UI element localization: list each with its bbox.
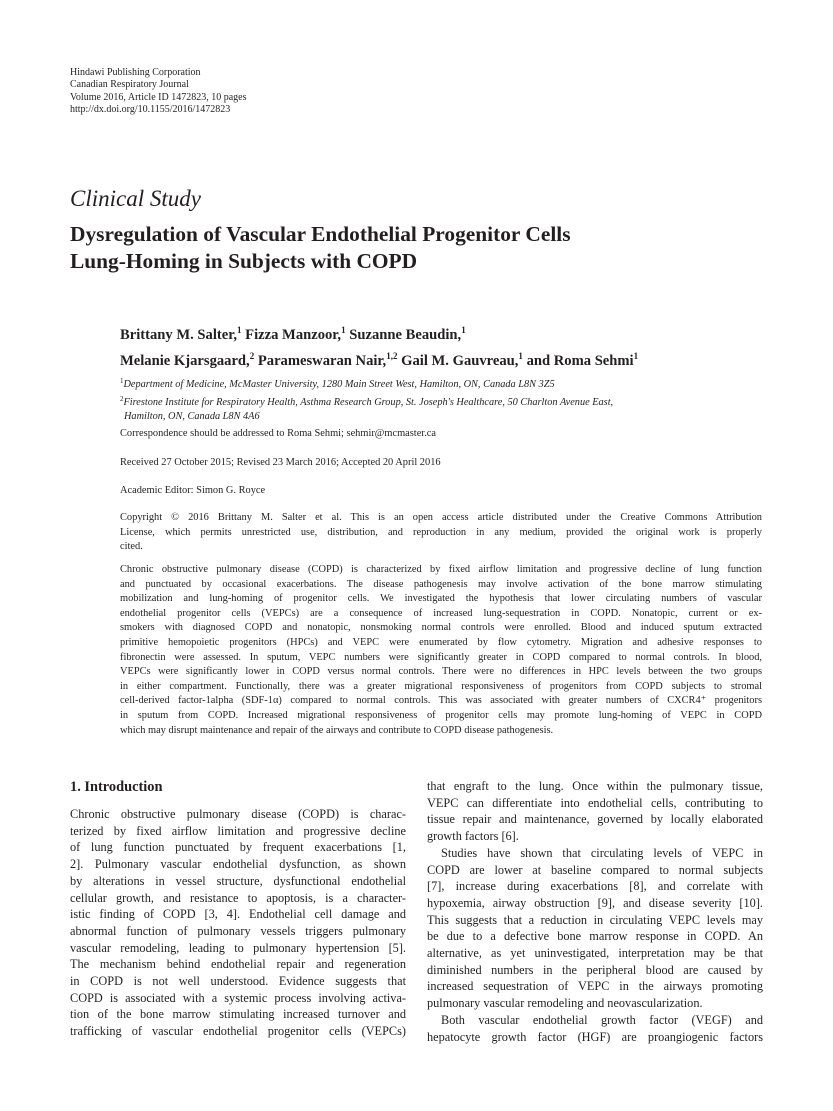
body-column-left bbox=[70, 806, 406, 1040]
body-line: hepatocyte growth factor (HGF) are proangiogenic factors bbox=[427, 1029, 763, 1044]
received-dates: Received 27 October 2015; Revised 23 March 2016; Accepted 20 April 2016 bbox=[120, 457, 441, 468]
body-line: vascular remodeling, leading to pulmonary hypertension [5]. bbox=[70, 940, 406, 955]
body-line: diminished numbers in the peripheral blood are caused by bbox=[427, 962, 763, 977]
academic-editor: Academic Editor: Simon G. Royce bbox=[120, 485, 266, 496]
body-line: Both vascular endothelial growth factor (VEGF) and bbox=[441, 1012, 763, 1027]
body-line: of lung function punctuated by frequent exacerbations [1, bbox=[70, 840, 406, 855]
body-line: that engraft to the lung. Once within the pulmonary tissue, bbox=[427, 779, 763, 793]
body-column-right bbox=[427, 778, 763, 1045]
body-line: be due to a defective bone marrow response in COPD. An bbox=[427, 929, 763, 944]
copyright-line: License, which permits unrestricted use, distribution, and reproduction in any medium, provided the original work is properly bbox=[120, 526, 762, 538]
body-line: tissue repair and maintenance, governed by locally elaborated bbox=[427, 812, 763, 827]
abstract-line: primitive hemopoietic progenitors (HPCs) and VEPC were enumerated by flow cytometry. Migration and adhesive responses to bbox=[120, 636, 762, 648]
author-name: Melanie Kjarsgaard, bbox=[120, 353, 250, 369]
affiliations bbox=[120, 374, 613, 425]
volume-info: Volume 2016, Article ID 1472823, 10 pages bbox=[70, 91, 247, 103]
author-line bbox=[120, 320, 638, 346]
section-heading: 1. Introduction bbox=[70, 779, 163, 795]
body-line: This suggests that a reduction in circulating VEPC levels may bbox=[427, 912, 763, 927]
journal-name: Canadian Respiratory Journal bbox=[70, 79, 189, 91]
author-list bbox=[120, 320, 638, 372]
body-line: growth factors [6]. bbox=[427, 829, 519, 844]
body-line: COPD are lower at baseline compared to normal subjects bbox=[427, 862, 763, 877]
author-name: and Roma Sehmi bbox=[526, 353, 634, 369]
author-affiliation-mark: 1 bbox=[237, 325, 242, 335]
author-affiliation-mark: 1 bbox=[518, 351, 523, 361]
abstract-line: smokers with diagnosed COPD and nonatopic, nonsmoking normal controls were enrolled. Blood and induced sputum extracted bbox=[120, 622, 762, 634]
author-name: Suzanne Beaudin, bbox=[349, 327, 462, 343]
abstract-line: VEPCs were significantly lower in COPD versus normal controls. There were no differences in HPC levels between the two groups bbox=[120, 666, 762, 678]
copyright-line: Copyright © 2016 Brittany M. Salter et al. This is an open access article distributed under the Creative Commons Attribution bbox=[120, 512, 762, 523]
author-affiliation-mark: 1 bbox=[461, 325, 466, 335]
body-line: 2]. Pulmonary vascular endothelial dysfunction, as shown bbox=[70, 857, 406, 872]
body-line: in COPD is not well understood. Evidence suggests that bbox=[70, 974, 406, 989]
abstract-line: fibronectin were assessed. In sputum, VEPC numbers were significantly greater in COPD compared to normal controls. In blood, bbox=[120, 651, 762, 663]
title-line: Dysregulation of Vascular Endothelial Progenitor Cells bbox=[70, 222, 571, 246]
copyright-notice bbox=[120, 511, 762, 555]
title-line: Lung-Homing in Subjects with COPD bbox=[70, 249, 418, 273]
affiliation-item bbox=[120, 392, 613, 410]
body-line: The mechanism behind endothelial repair and regeneration bbox=[70, 957, 406, 972]
author-line bbox=[120, 346, 638, 372]
body-line: VEPC can differentiate into endothelial cells, contributing to bbox=[427, 795, 763, 810]
body-line: istic finding of COPD [3, 4]. Endothelial cell damage and bbox=[70, 907, 406, 922]
affiliation-item bbox=[120, 374, 613, 392]
abstract-line: in sputum from COPD. Increased migrational responsiveness of progenitor cells may promote lung-homing of VEPC in COPD bbox=[120, 709, 762, 721]
affiliation-text: Hamilton, ON, Canada L8N 4A6 bbox=[124, 411, 260, 423]
author-affiliation-mark: 1 bbox=[341, 325, 346, 335]
author-affiliation-mark: 2 bbox=[249, 351, 255, 361]
abstract-line: in either compartment. Functionally, there was a greater migrational responsiveness of progenitors from COPD subjects to stromal bbox=[120, 680, 762, 692]
abstract-line: endothelial progenitor cells (VEPCs) are a consequence of increased lung-sequestration in COPD. Nonatopic, current or ex- bbox=[120, 607, 762, 619]
affiliation-mark: 2 bbox=[120, 395, 124, 404]
abstract bbox=[120, 563, 762, 738]
abstract-line: Chronic obstructive pulmonary disease (COPD) is characterized by fixed airflow limitation and progressive decline of lung function bbox=[120, 564, 762, 575]
affiliation-text: Department of Medicine, McMaster University, 1280 Main Street West, Hamilton, ON, Canada L8N 3Z5 bbox=[123, 379, 555, 390]
study-type: Clinical Study bbox=[70, 186, 201, 211]
body-line: trafficking of vascular endothelial progenitor cells (VEPCs) bbox=[70, 1024, 406, 1039]
author-name: Fizza Manzoor, bbox=[245, 327, 342, 343]
author-affiliation-mark: 1,2 bbox=[386, 351, 398, 361]
journal-header bbox=[70, 67, 246, 117]
body-line: terized by fixed airflow limitation and progressive decline bbox=[70, 823, 406, 838]
abstract-line: which may disrupt maintenance and repair of the airways and contribute to COPD disease pathogenesis. bbox=[120, 724, 554, 736]
body-line: increased sequestration of VEPC in the airways promoting bbox=[427, 979, 763, 994]
author-name: Brittany M. Salter, bbox=[120, 327, 238, 343]
author-name: Parameswaran Nair, bbox=[257, 353, 387, 369]
affiliation-item bbox=[120, 410, 613, 424]
body-line: hypoxemia, airway obstruction [9], and disease severity [10]. bbox=[427, 895, 763, 910]
body-line: tion of the bone marrow stimulating increased turnover and bbox=[70, 1007, 406, 1022]
correspondence: Correspondence should be addressed to Roma Sehmi; sehmir@mcmaster.ca bbox=[120, 428, 437, 439]
body-line: [7], increase during exacerbations [8], and correlate with bbox=[427, 879, 763, 894]
body-line: Studies have shown that circulating levels of VEPC in bbox=[441, 845, 763, 860]
abstract-line: mobilization and lung-homing of progenitor cells. We investigated the hypothesis that lower circulating numbers of vascular bbox=[120, 593, 762, 605]
publisher-name: Hindawi Publishing Corporation bbox=[70, 67, 201, 78]
affiliation-text: Firestone Institute for Respiratory Health, Asthma Research Group, St. Joseph's Healthcare, 50 Charlton Avenue East, bbox=[123, 397, 614, 409]
body-line: by alterations in vessel structure, dysfunctional endothelial bbox=[70, 873, 406, 888]
copyright-line: cited. bbox=[120, 541, 143, 553]
author-name: Gail M. Gauvreau, bbox=[401, 353, 519, 369]
article-title bbox=[70, 221, 571, 275]
body-line: COPD is associated with a systemic process involving activa- bbox=[70, 990, 406, 1005]
affiliation-mark: 1 bbox=[120, 377, 124, 385]
body-line: cellular growth, and resistance to apoptosis, is a character- bbox=[70, 890, 406, 905]
body-line: Chronic obstructive pulmonary disease (COPD) is charac- bbox=[70, 807, 406, 821]
abstract-line: and punctuated by occasional exacerbations. The disease pathogenesis may involve activation of the bone marrow stimulating bbox=[120, 578, 762, 590]
abstract-line: cell-derived factor-1alpha (SDF-1α) compared to normal controls. This was associated with greater numbers of CXCR4⁺ progenitors bbox=[120, 695, 762, 707]
body-line: abnormal function of pulmonary vessels triggers pulmonary bbox=[70, 923, 406, 938]
body-line: alternative, as yet uninvestigated, interpretation may be that bbox=[427, 946, 763, 961]
author-affiliation-mark: 1 bbox=[633, 351, 639, 361]
doi-link[interactable]: http://dx.doi.org/10.1155/2016/1472823 bbox=[70, 104, 231, 116]
body-line: pulmonary vascular remodeling and neovascularization. bbox=[427, 996, 703, 1011]
